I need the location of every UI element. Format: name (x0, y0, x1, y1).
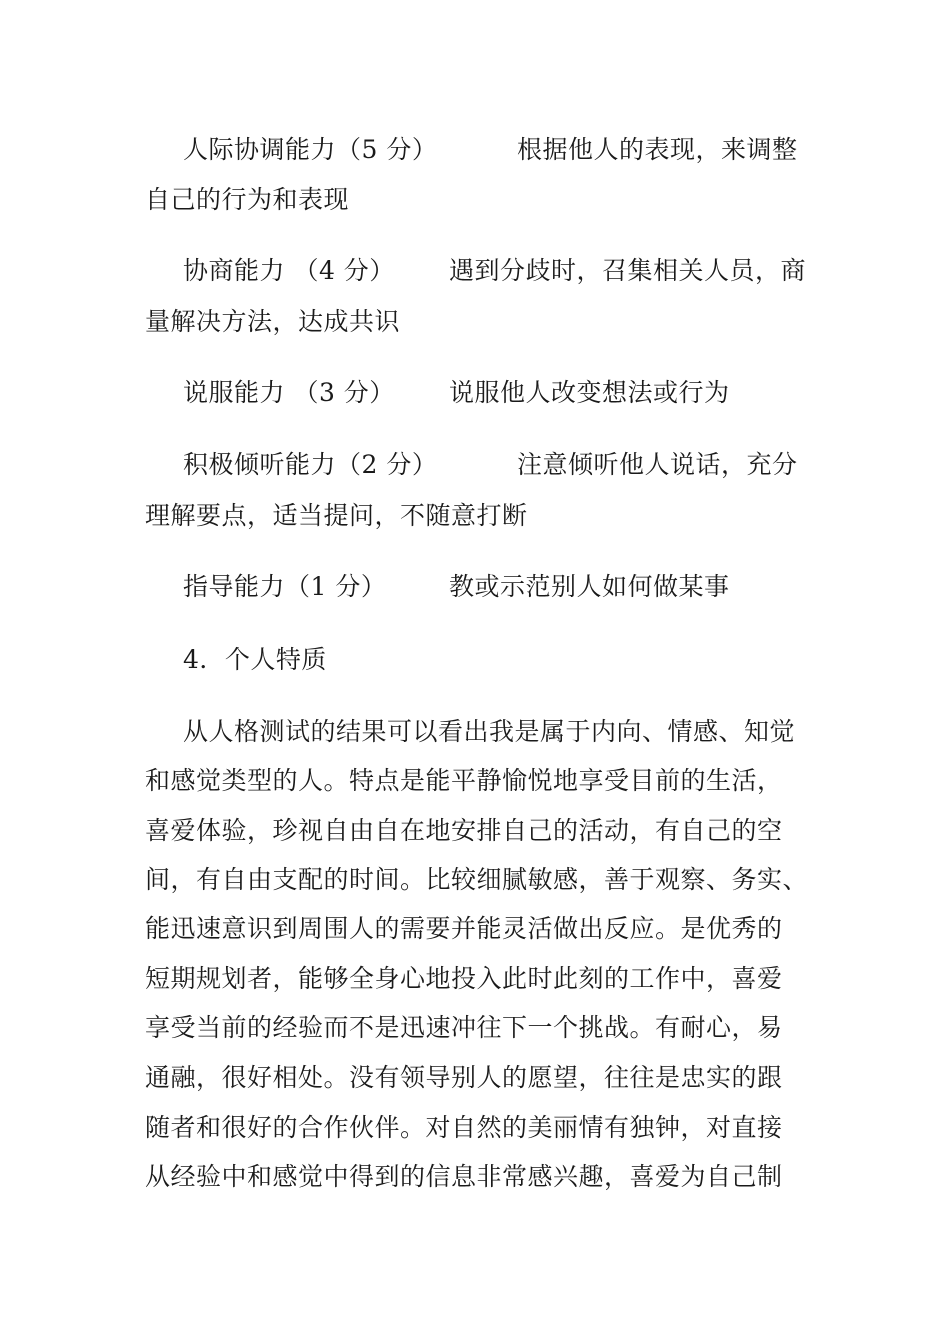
ability-description: 注意倾听他人说话，充分 (517, 450, 798, 479)
ability-description-continued: 理解要点，适当提问，不随意打断 (145, 501, 528, 530)
paragraph-line: 喜爱体验，珍视自由自在地安排自己的活动，有自己的空 (145, 816, 783, 845)
paragraph-line: 从经验中和感觉中得到的信息非常感兴趣，喜爱为自己制 (145, 1162, 783, 1191)
paragraph-line: 享受当前的经验而不是迅速冲往下一个挑战。有耐心，易 (145, 1013, 783, 1042)
paragraph-line: 从人格测试的结果可以看出我是属于内向、情感、知觉 (183, 717, 796, 746)
ability-description-continued: 量解决方法，达成共识 (145, 307, 401, 336)
ability-name: 积极倾听能力（2 分） (183, 450, 438, 479)
paragraph-line: 能迅速意识到周围人的需要并能灵活做出反应。是优秀的 (145, 914, 783, 943)
section-heading: 4．个人特质 (183, 645, 327, 674)
paragraph-line: 通融，很好相处。没有领导别人的愿望，往往是忠实的跟 (145, 1063, 783, 1092)
paragraph-line: 短期规划者，能够全身心地投入此时此刻的工作中，喜爱 (145, 964, 783, 993)
ability-name: 人际协调能力（5 分） (183, 135, 438, 164)
paragraph-line: 和感觉类型的人。特点是能平静愉悦地享受目前的生活， (145, 766, 783, 795)
ability-name: 说服能力 （3 分） (183, 378, 395, 407)
ability-description: 根据他人的表现，来调整 (517, 135, 798, 164)
paragraph-line: 间，有自由支配的时间。比较细腻敏感，善于观察、务实、 (145, 865, 809, 894)
ability-description: 说服他人改变想法或行为 (449, 378, 730, 407)
paragraph-line: 随者和很好的合作伙伴。对自然的美丽情有独钟，对直接 (145, 1113, 783, 1142)
ability-name: 指导能力（1 分） (183, 572, 387, 601)
ability-description: 教或示范别人如何做某事 (449, 572, 730, 601)
ability-description: 遇到分歧时，召集相关人员，商 (449, 256, 807, 285)
ability-name: 协商能力 （4 分） (183, 256, 395, 285)
ability-description-continued: 自己的行为和表现 (145, 185, 350, 214)
